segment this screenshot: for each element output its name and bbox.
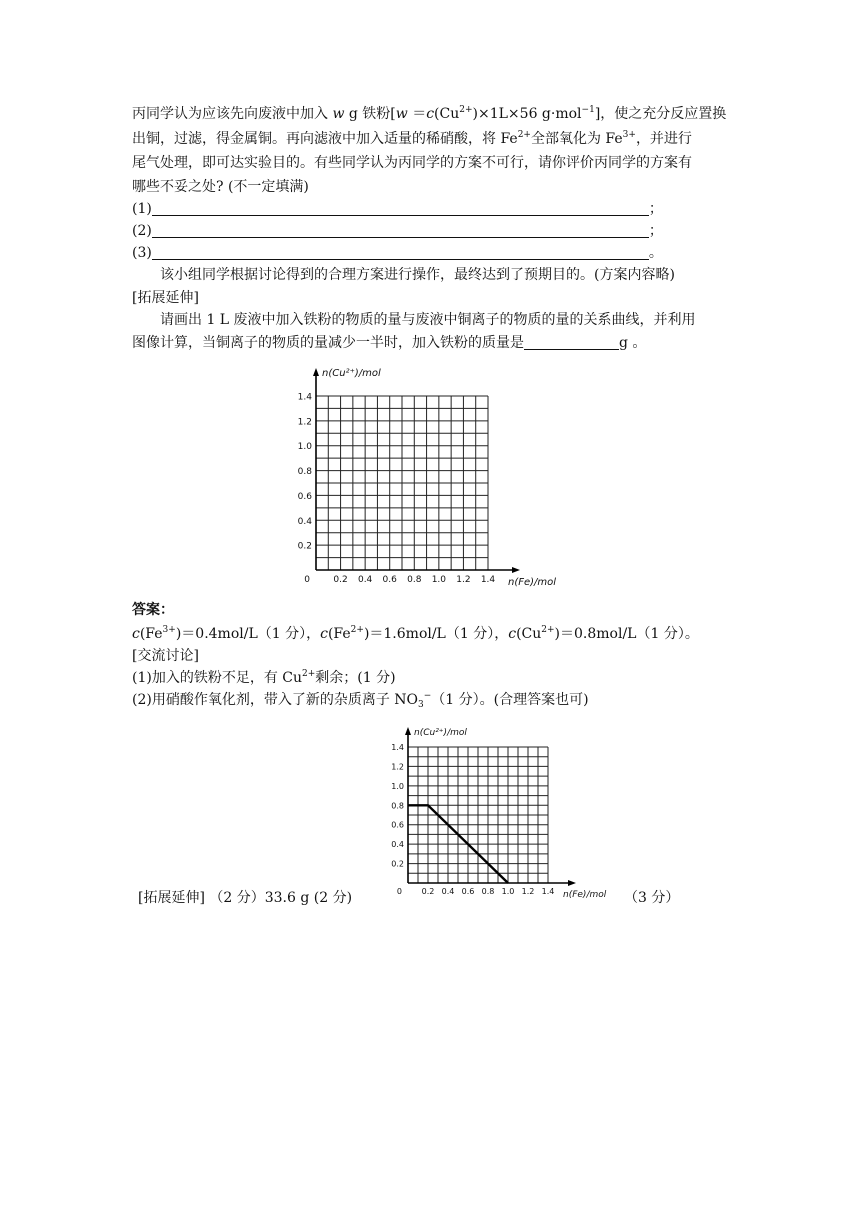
x-tick-label: 0.8 bbox=[407, 575, 422, 585]
text-segment: (Fe bbox=[327, 626, 351, 642]
x-tick-label: 0.8 bbox=[481, 887, 495, 896]
blank-grid-chart bbox=[286, 362, 566, 592]
paragraph-line-4: 哪些不妥之处? (不一定填满) bbox=[132, 179, 309, 195]
y-tick-label: 1.2 bbox=[391, 762, 404, 772]
y-tick-label: 0.2 bbox=[297, 541, 312, 552]
superscript: 3+ bbox=[162, 625, 176, 635]
text-segment: ]，使之充分反应置换 bbox=[594, 106, 727, 122]
text-segment: (Cu bbox=[434, 106, 460, 122]
answer-concentrations bbox=[132, 624, 699, 644]
text-segment: (Cu bbox=[516, 626, 542, 642]
extension-answer: [拓展延伸] （2 分）33.6 g (2 分) bbox=[138, 890, 353, 906]
text-segment: ＝ bbox=[407, 106, 427, 122]
x-tick-label: 0.2 bbox=[421, 887, 435, 896]
y-tick-label: 1.0 bbox=[297, 442, 312, 453]
extension-line-1: 请画出 1 L 废液中加入铁粉的物质的量与废液中铜离子的物质的量的关系曲线，并利用 bbox=[160, 312, 696, 328]
text-segment: 全部氧化为 Fe bbox=[530, 131, 623, 147]
x-tick-label: 0.6 bbox=[461, 887, 475, 896]
x-tick-label: 1.2 bbox=[456, 575, 471, 585]
x-tick-label: 0.4 bbox=[441, 887, 455, 896]
text-segment: 图像计算，当铜离子的物质的量减少一半时，加入铁粉的质量是 bbox=[132, 335, 524, 351]
variable-c: c bbox=[132, 626, 140, 642]
superscript: −1 bbox=[581, 105, 595, 115]
text-segment: )＝1.6mol/L（1 分）， bbox=[363, 626, 509, 642]
blank-label: (1) bbox=[132, 201, 152, 217]
section-title-extension: [拓展延伸] bbox=[132, 290, 199, 306]
y-tick-label: 0.4 bbox=[391, 840, 404, 850]
superscript: 2+ bbox=[350, 625, 364, 635]
x-tick-label: 1.0 bbox=[501, 887, 515, 896]
subscript: 3 bbox=[418, 700, 424, 710]
x-tick-label: 1.4 bbox=[541, 887, 555, 896]
x-tick-label: 0.6 bbox=[382, 575, 397, 585]
text-segment: (Fe bbox=[139, 626, 163, 642]
superscript: 3+ bbox=[622, 130, 636, 140]
variable-c: c bbox=[508, 626, 517, 642]
section-title-discussion: [交流讨论] bbox=[132, 648, 199, 664]
x-tick-label: 1.0 bbox=[431, 575, 447, 585]
y-axis-label: n(Cu²⁺)/mol bbox=[414, 728, 467, 738]
text-segment: (1)加入的铁粉不足，有 Cu bbox=[132, 670, 303, 686]
discussion-answer-1 bbox=[132, 668, 396, 688]
answer-line-chart bbox=[380, 716, 610, 906]
answer-title: 答案： bbox=[132, 602, 174, 618]
x-axis-arrow bbox=[568, 880, 576, 886]
blank-end: ； bbox=[648, 201, 663, 217]
y-tick-label: 0.8 bbox=[391, 801, 404, 811]
y-tick-label: 1.4 bbox=[391, 743, 404, 752]
text-segment: )＝0.8mol/L（1 分）。 bbox=[554, 626, 699, 642]
x-axis-arrow bbox=[512, 567, 520, 573]
answer-blank-2[interactable] bbox=[132, 221, 663, 241]
text-segment: ，并进行 bbox=[635, 131, 692, 147]
paragraph-line-2 bbox=[132, 129, 692, 149]
superscript: 2+ bbox=[302, 669, 316, 679]
variable-w: w bbox=[332, 106, 345, 122]
superscript: 2+ bbox=[517, 130, 531, 140]
extension-line-2 bbox=[132, 333, 646, 353]
y-tick-label: 1.2 bbox=[297, 417, 312, 428]
x-tick-label: 0.4 bbox=[357, 575, 373, 585]
variable-c: c bbox=[320, 626, 328, 642]
text-segment: 出铜，过滤，得金属铜。再向滤液中加入适量的稀硝酸，将 Fe bbox=[132, 131, 518, 147]
x-tick-label: 0 bbox=[396, 887, 402, 896]
x-tick-label: 0 bbox=[304, 575, 310, 585]
text-segment: g 。 bbox=[619, 335, 647, 351]
text-segment: )＝0.4mol/L（1 分）， bbox=[175, 626, 321, 642]
blank-label: (3) bbox=[132, 245, 152, 261]
answer-blank-3[interactable] bbox=[132, 243, 663, 263]
blank-end: ； bbox=[648, 223, 663, 239]
graph-score: （3 分） bbox=[624, 890, 680, 906]
x-axis-label: n(Fe)/mol bbox=[508, 577, 557, 588]
variable-c: c bbox=[426, 106, 435, 122]
y-tick-label: 0.6 bbox=[297, 491, 312, 502]
text-segment: 丙同学认为应该先向废液中加入 bbox=[132, 106, 333, 122]
x-axis-label: n(Fe)/mol bbox=[563, 890, 607, 900]
y-axis-arrow bbox=[313, 368, 319, 376]
paragraph-conclusion: 该小组同学根据讨论得到的合理方案进行操作，最终达到了预期目的。(方案内容略) bbox=[160, 267, 675, 283]
x-tick-label: 1.2 bbox=[521, 887, 535, 896]
superscript: − bbox=[423, 691, 432, 701]
text-segment: g 铁粉[ bbox=[344, 106, 396, 122]
y-tick-label: 1.0 bbox=[391, 781, 404, 791]
paragraph-line-1 bbox=[132, 104, 726, 124]
x-tick-label: 1.4 bbox=[480, 575, 496, 585]
fill-blank-line[interactable] bbox=[152, 244, 649, 260]
text-segment: 剩余；(1 分) bbox=[315, 670, 396, 686]
y-tick-label: 1.4 bbox=[297, 392, 312, 403]
y-tick-label: 0.8 bbox=[297, 467, 312, 478]
text-segment: (2)用硝酸作氧化剂，带入了新的杂质离子 NO bbox=[132, 692, 419, 708]
superscript: 2+ bbox=[541, 625, 555, 635]
paragraph-line-3: 尾气处理，即可达实验目的。有些同学认为丙同学的方案不可行，请你评价丙同学的方案有 bbox=[132, 155, 692, 171]
y-tick-label: 0.2 bbox=[391, 859, 404, 869]
fill-blank-line[interactable] bbox=[152, 200, 649, 216]
variable-w: w bbox=[395, 106, 408, 122]
y-tick-label: 0.6 bbox=[391, 820, 404, 830]
fill-blank-line[interactable] bbox=[152, 222, 649, 238]
y-axis-label: n(Cu²⁺)/mol bbox=[322, 368, 381, 379]
y-tick-label: 0.4 bbox=[297, 516, 312, 527]
blank-label: (2) bbox=[132, 223, 152, 239]
blank-end: 。 bbox=[648, 245, 663, 261]
y-axis-arrow bbox=[405, 727, 411, 735]
fill-blank-line[interactable] bbox=[524, 334, 619, 350]
answer-blank-1[interactable] bbox=[132, 199, 663, 219]
x-tick-label: 0.2 bbox=[333, 575, 348, 585]
text-segment: )×1L×56 g·mol bbox=[472, 106, 582, 122]
text-segment: （1 分）。(合理答案也可) bbox=[431, 692, 589, 708]
discussion-answer-2 bbox=[132, 690, 589, 710]
superscript: 2+ bbox=[459, 105, 473, 115]
